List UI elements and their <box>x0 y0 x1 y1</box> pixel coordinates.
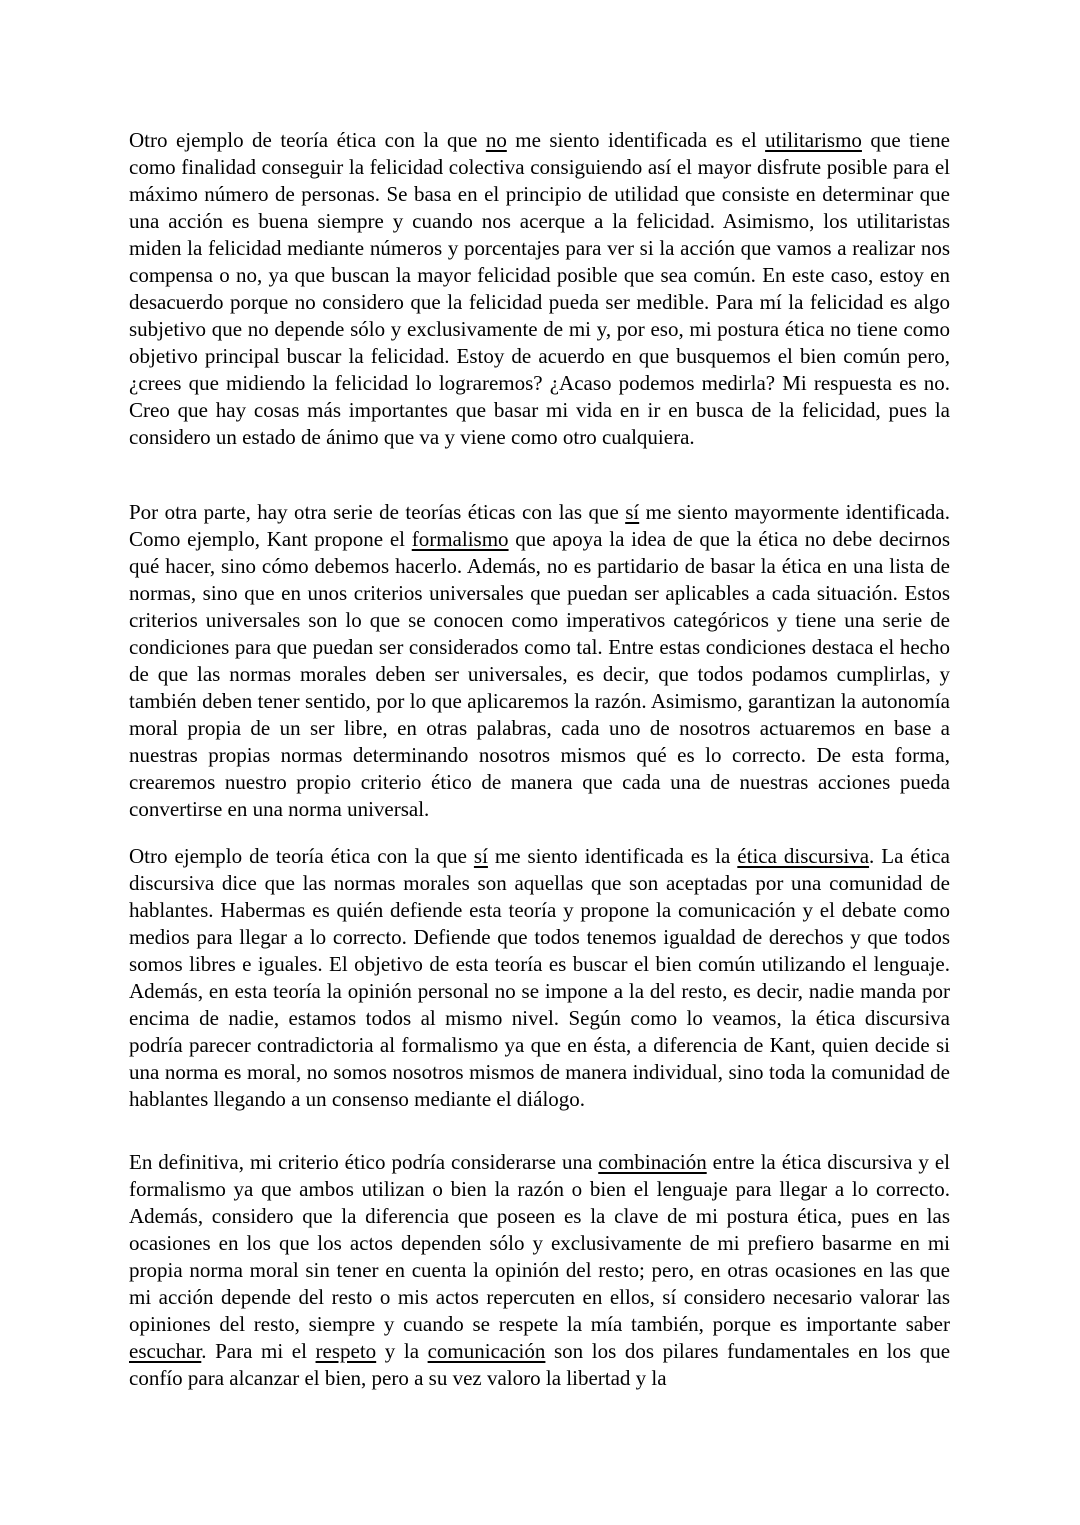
text-segment: me siento identificada es la <box>487 844 738 868</box>
text-segment: son los dos pilares fundamentales en los que confío para alcanzar el bien, pero a su vez valoro la libertad y la <box>129 1339 951 1390</box>
text-segment: Otro ejemplo de teoría ética con la que <box>129 128 486 152</box>
paragraph-2 <box>129 499 950 823</box>
paragraph-1 <box>129 127 950 451</box>
text-segment: me siento mayormente identificada. Como ejemplo, Kant propone el <box>129 500 950 551</box>
underlined-term: ética discursiva <box>737 844 870 868</box>
text-segment: y la <box>376 1339 428 1363</box>
underlined-term: sí <box>625 500 640 524</box>
text-segment: Otro ejemplo de teoría ética con la que <box>129 844 474 868</box>
underlined-term: formalismo <box>411 527 509 551</box>
underlined-term: no <box>485 128 507 152</box>
text-segment: que apoya la idea de que la ética no debe decirnos qué hacer, sino cómo debemos hacerlo. Además, no es partidario de basar la ética en una lista de normas, sino que en unos criterios universales que puedan ser aplicables a cada situación. Estos criterios universales son lo que se conocen como imperativos categóricos y tiene una serie de condiciones para que puedan ser considerados como tal. Entre estas condiciones destaca el hecho de que las normas morales deben ser universales, es decir, que todos podamos cumplirlas, y también deben tener sentido, por lo que aplicaremos la razón. Asimismo, garantizan la autonomía moral propia de un ser libre, en otras palabras, cada uno de nosotros actuaremos en base a nuestras propias normas determinando nosotros mismos qué es lo correcto. De esta forma, crearemos nuestro propio criterio ético de manera que cada una de nuestras acciones pueda convertirse en una norma universal. <box>129 527 950 821</box>
text-segment: En definitiva, mi criterio ético podría considerarse una <box>129 1150 599 1174</box>
text-segment: . La ética discursiva dice que las normas morales son aquellas que son aceptadas por una comunidad de hablantes. Habermas es quién defiende esta teoría y propone la comunicación y el debate como medios para llegar a lo correcto. Defiende que todos tenemos igualdad de derechos y que todos somos libres e iguales. El objetivo de esta teoría es buscar el bien común utilizando el lenguaje. Además, en esta teoría la opinión personal no se impone a la del resto, es decir, nadie manda por encima de nadie, estamos todos al mismo nivel. Según como lo veamos, la ética discursiva podría parecer contradictoria al formalismo ya que en ésta, a diferencia de Kant, quien decide si una norma es moral, no somos nosotros mismos de manera individual, sino toda la comunidad de hablantes llegando a un consenso mediante el diálogo. <box>129 844 951 1111</box>
underlined-term: sí <box>473 844 488 868</box>
text-segment: . Para mi el <box>201 1339 316 1363</box>
paragraph-4 <box>129 1149 950 1392</box>
underlined-term: utilitarismo <box>765 128 862 152</box>
text-segment: que tiene como finalidad conseguir la felicidad colectiva consiguiendo así el mayor disfrute posible para el máximo número de personas. Se basa en el principio de utilidad que consiste en determinar que una acción es buena siempre y cuando nos acerque a la felicidad. Asimismo, los utilitaristas miden la felicidad mediante números y porcentajes para ver si la acción que vamos a realizar nos compensa o no, ya que buscan la mayor felicidad posible que sea común. En este caso, estoy en desacuerdo porque no considero que la felicidad pueda ser medible. Para mí la felicidad es algo subjetivo que no depende sólo y exclusivamente de mi y, por eso, mi postura ética no tiene como objetivo principal buscar la felicidad. Estoy de acuerdo en que busquemos el bien común pero, ¿crees que midiendo la felicidad lo lograremos? ¿Acaso podemos medirla? Mi respuesta es no. Creo que hay cosas más importantes que basar mi vida en ir en busca de la felicidad, pues la considero un estado de ánimo que va y viene como otro cualquiera. <box>129 128 950 449</box>
text-segment: me siento identificada es el <box>506 128 766 152</box>
text-segment: Por otra parte, hay otra serie de teorías éticas con las que <box>129 500 626 524</box>
underlined-term: respeto <box>315 1339 377 1363</box>
underlined-term: escuchar <box>129 1339 202 1363</box>
essay-text-column <box>129 127 950 1392</box>
underlined-term: comunicación <box>427 1339 546 1363</box>
paragraph-3 <box>129 843 950 1113</box>
text-segment: entre la ética discursiva y el formalismo ya que ambos utilizan o bien la razón o bien el lenguaje para llegar a lo correcto. Además, considero que la diferencia que poseen es la clave de mi postura ética, pues en las ocasiones en los que los actos dependen sólo y exclusivamente de mi prefiero basarme en mi propia norma moral sin tener en cuenta la opinión del resto; pero, en otras ocasiones en las que mi acción depende del resto o mis actos repercuten en ellos, sí considero necesario valorar las opiniones del resto, siempre y cuando se respete la mía también, porque es importante saber <box>129 1150 950 1336</box>
underlined-term: combinación <box>598 1150 707 1174</box>
